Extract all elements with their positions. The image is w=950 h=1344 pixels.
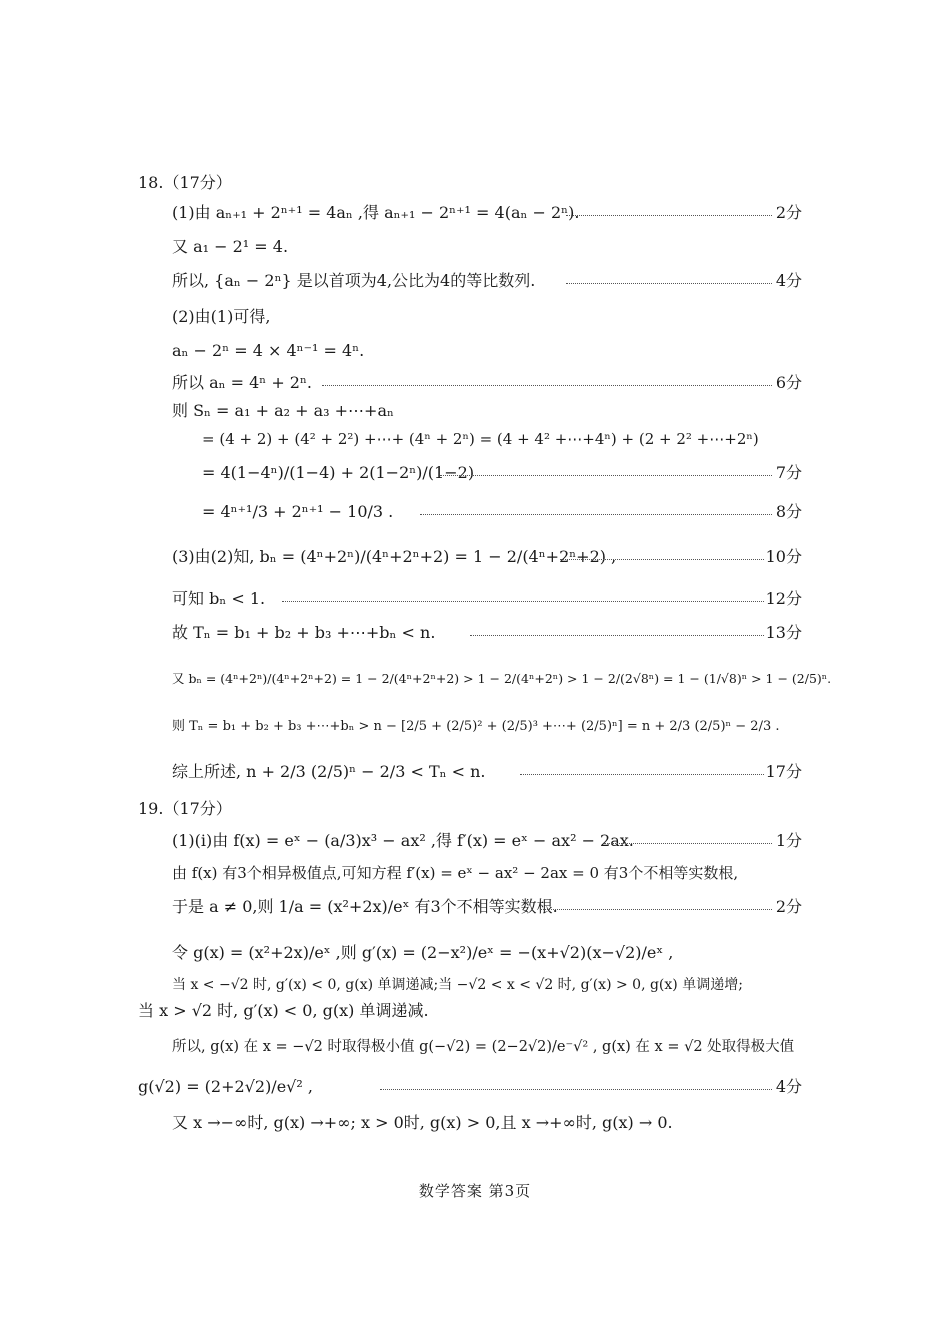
q19-score-3: 2分 [774, 892, 802, 922]
q18-line-9 [0, 458, 950, 488]
q18-step-6: 所以 aₙ = 4ⁿ + 2ⁿ. [172, 373, 312, 392]
q18-step-3: 所以, {aₙ − 2ⁿ} 是以首项为4,公比为4的等比数列. [172, 271, 536, 290]
q18-line-11 [0, 542, 950, 572]
q18-step-12: 可知 bₙ < 1. [172, 589, 266, 608]
q19-line-1 [0, 826, 950, 856]
q18-line-16 [0, 757, 950, 787]
q18-score-16: 17分 [764, 757, 802, 787]
leader-dots [520, 774, 766, 775]
q18-step-2: 又 a₁ − 2¹ = 4. [172, 237, 289, 256]
leader-dots [380, 1089, 772, 1090]
q18-score-11: 10分 [764, 542, 802, 572]
leader-dots [420, 514, 772, 515]
q19-step-6: 当 x > √2 时, g′(x) < 0, g(x) 单调递减. [138, 1001, 429, 1020]
q18-score-6: 6分 [774, 368, 802, 398]
q19-line-3 [0, 892, 950, 922]
q18-line-4 [0, 302, 950, 332]
q19-step-8: g(√2) = (2+2√2)/e√² , [138, 1077, 313, 1096]
q19-line-8 [0, 1072, 950, 1102]
q18-line-15 [0, 712, 950, 742]
q18-line-13 [0, 618, 950, 648]
q19-header-line [0, 794, 950, 824]
q19-step-1: (1)(ⅰ)由 f(x) = eˣ − (a/3)x³ − ax² ,得 f′(x) = eˣ − ax² − 2ax. [172, 831, 634, 850]
q18-step-1: (1)由 aₙ₊₁ + 2ⁿ⁺¹ = 4aₙ ,得 aₙ₊₁ − 2ⁿ⁺¹ = 4(aₙ − 2ⁿ). [172, 203, 580, 222]
q19-score-1: 1分 [774, 826, 802, 856]
q18-line-5 [0, 336, 950, 366]
q18-step-10: = 4ⁿ⁺¹/3 + 2ⁿ⁺¹ − 10/3 . [202, 502, 394, 521]
q19-score-8: 4分 [774, 1072, 802, 1102]
q18-step-5: aₙ − 2ⁿ = 4 × 4ⁿ⁻¹ = 4ⁿ. [172, 341, 365, 360]
q18-step-11: (3)由(2)知, bₙ = (4ⁿ+2ⁿ)/(4ⁿ+2ⁿ+2) = 1 − 2/(4ⁿ+2ⁿ+2) , [172, 547, 617, 566]
q18-line-6 [0, 368, 950, 398]
q18-line-1 [0, 198, 950, 228]
q19-line-2 [0, 858, 950, 888]
q18-line-8 [0, 424, 950, 454]
q19-line-4 [0, 938, 950, 968]
q18-step-15: 则 Tₙ = b₁ + b₂ + b₃ +⋯+bₙ > n − [2/5 + (2/5)² + (2/5)³ +⋯+ (2/5)ⁿ] = n + 2/3 (2/5)ⁿ − 2/3 . [172, 719, 780, 734]
q18-score-12: 12分 [764, 584, 802, 614]
q18-step-13: 故 Tₙ = b₁ + b₂ + b₃ +⋯+bₙ < n. [172, 623, 436, 642]
q18-line-2 [0, 232, 950, 262]
q18-header: 18.（17分） [138, 173, 232, 192]
q18-header-line [0, 168, 950, 198]
leader-dots [560, 559, 766, 560]
leader-dots [440, 475, 772, 476]
q19-line-9 [0, 1108, 950, 1138]
q18-step-4: (2)由(1)可得, [172, 307, 271, 326]
q18-line-14 [0, 664, 950, 694]
leader-dots [470, 635, 766, 636]
q19-step-7: 所以, g(x) 在 x = −√2 时取得极小值 g(−√2) = (2−2√2)/e⁻√² , g(x) 在 x = √2 处取得极大值 [172, 1039, 795, 1055]
q18-line-12 [0, 584, 950, 614]
q19-step-2: 由 f(x) 有3个相异极值点,可知方程 f′(x) = eˣ − ax² − 2ax = 0 有3个不相等实数根, [172, 864, 739, 882]
q18-step-14: 又 bₙ = (4ⁿ+2ⁿ)/(4ⁿ+2ⁿ+2) = 1 − 2/(4ⁿ+2ⁿ+2) > 1 − 2/(4ⁿ+2ⁿ) > 1 − 2/(2√8ⁿ) = 1 − (1/√8)ⁿ > 1 − (2/5)ⁿ. [172, 671, 832, 686]
q18-score-1: 2分 [774, 198, 802, 228]
q19-step-4: 令 g(x) = (x²+2x)/eˣ ,则 g′(x) = (2−x²)/eˣ = −(x+√2)(x−√2)/eˣ , [172, 943, 674, 962]
q18-score-3: 4分 [774, 266, 802, 296]
q19-step-3: 于是 a ≠ 0,则 1/a = (x²+2x)/eˣ 有3个不相等实数根. [172, 897, 558, 916]
q18-score-10: 8分 [774, 497, 802, 527]
q18-step-8: = (4 + 2) + (4² + 2²) +⋯+ (4ⁿ + 2ⁿ) = (4 + 4² +⋯+4ⁿ) + (2 + 2² +⋯+2ⁿ) [202, 430, 759, 448]
q18-line-3 [0, 266, 950, 296]
q18-score-13: 13分 [764, 618, 802, 648]
q18-step-7: 则 Sₙ = a₁ + a₂ + a₃ +⋯+aₙ [172, 401, 394, 420]
leader-dots [322, 385, 772, 386]
q19-header: 19.（17分） [138, 799, 232, 818]
q19-line-7 [0, 1032, 950, 1062]
q19-step-5: 当 x < −√2 时, g′(x) < 0, g(x) 单调递减;当 −√2 < x < √2 时, g′(x) > 0, g(x) 单调递增; [172, 977, 743, 993]
leader-dots [566, 283, 772, 284]
q19-step-9: 又 x →−∞时, g(x) →+∞; x > 0时, g(x) > 0,且 x →+∞时, g(x) → 0. [172, 1113, 673, 1132]
page-footer: 数学答案 第3页 [418, 1182, 532, 1200]
q19-line-6 [0, 996, 950, 1026]
q18-line-10 [0, 497, 950, 527]
q18-step-9: = 4(1−4ⁿ)/(1−4) + 2(1−2ⁿ)/(1−2) [202, 463, 475, 482]
leader-dots [282, 601, 766, 602]
q18-step-16: 综上所述, n + 2/3 (2/5)ⁿ − 2/3 < Tₙ < n. [172, 762, 486, 781]
leader-dots [566, 215, 772, 216]
leader-dots [604, 843, 772, 844]
q18-line-7 [0, 396, 950, 426]
leader-dots [540, 909, 772, 910]
q18-score-9: 7分 [774, 458, 802, 488]
